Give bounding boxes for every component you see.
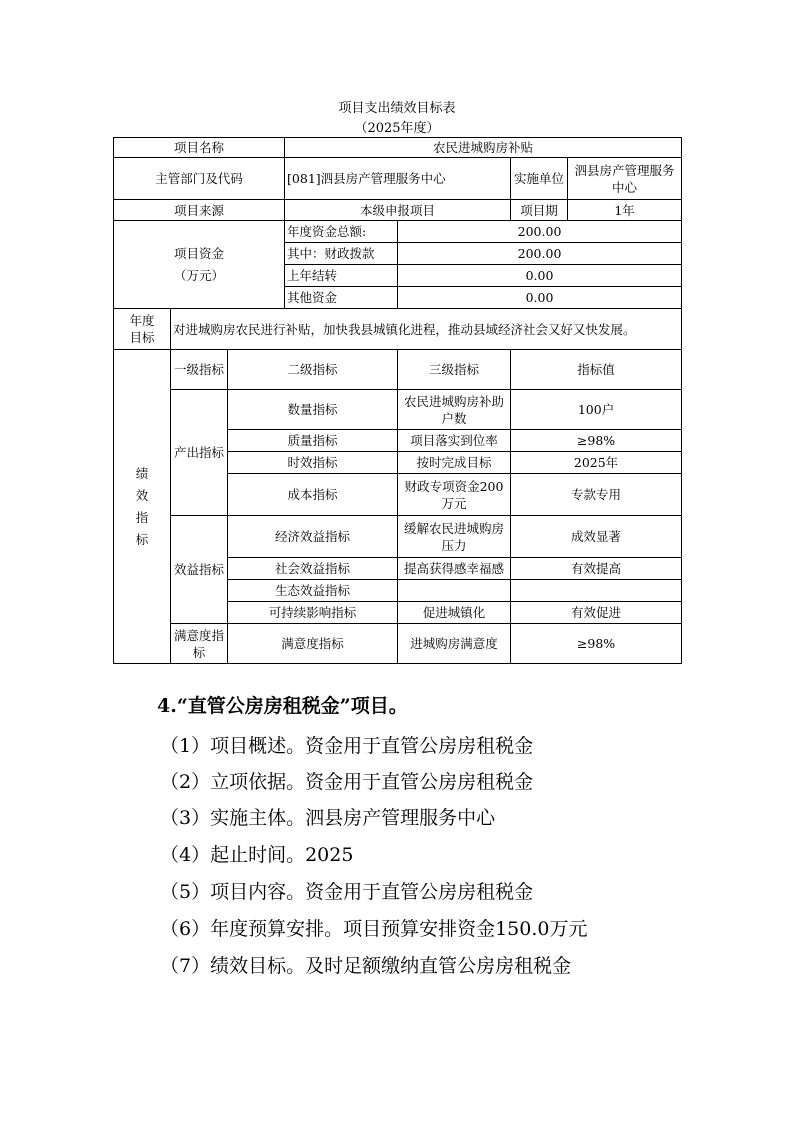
- section-item: （2）立项依据。资金用于直管公房房租税金: [160, 771, 534, 793]
- funds-total-label: 年度资金总额:: [285, 221, 398, 243]
- perf-label-char-3: 指: [135, 509, 149, 525]
- source-label: 项目来源: [114, 200, 285, 221]
- section-item: （7）绩效目标。及时足额缴纳直管公房房租税金: [160, 955, 572, 977]
- table-row-value: ≥98%: [511, 624, 682, 664]
- performance-target-table: [113, 137, 682, 664]
- output-indicator-label: 产出指标: [171, 390, 228, 516]
- header-level1: 一级指标: [171, 350, 228, 390]
- funds-total-value: 200.00: [398, 221, 682, 243]
- table-row-value: 有效提高: [511, 558, 682, 580]
- table-row-l3: 促进城镇化: [398, 602, 511, 624]
- header-level3: 三级指标: [398, 350, 511, 390]
- header-level2: 二级指标: [228, 350, 398, 390]
- table-row-l3: 进城购房满意度: [398, 624, 511, 664]
- section-item: （3）实施主体。泗县房产管理服务中心: [160, 807, 496, 829]
- impl-value: 泗县房产管理服务中心: [568, 158, 682, 200]
- benefit-indicator-label: 效益指标: [171, 516, 228, 624]
- table-row-l2: 社会效益指标: [228, 558, 398, 580]
- header-value: 指标值: [511, 350, 682, 390]
- funds-label: [114, 221, 285, 309]
- funds-carry-value: 0.00: [398, 265, 682, 287]
- table-row-l3: 财政专项资金200万元: [398, 474, 511, 516]
- section-item: （4）起止时间。2025: [160, 844, 354, 866]
- satisfaction-indicator-label: 满意度指标: [171, 624, 228, 664]
- project-name-label: 项目名称: [114, 138, 285, 158]
- table-row-l2: 数量指标: [228, 390, 398, 430]
- table-row-value: 有效促进: [511, 602, 682, 624]
- section-item: （1）项目概述。资金用于直管公房房租税金: [160, 735, 534, 757]
- section-item: （6）年度预算安排。项目预算安排资金150.0万元: [160, 918, 588, 940]
- table-row-value: [511, 580, 682, 602]
- section-heading: 4.“直管公房房租税金”项目。: [157, 695, 408, 717]
- project-name-value: 农民进城购房补贴: [285, 138, 682, 158]
- table-row-l2: 可持续影响指标: [228, 602, 398, 624]
- funds-other-value: 0.00: [398, 287, 682, 309]
- annual-goal-label: [114, 309, 171, 350]
- table-row-l2: 成本指标: [228, 474, 398, 516]
- table-row-value: 专款专用: [511, 474, 682, 516]
- impl-label: 实施单位: [511, 158, 568, 200]
- table-row-value: 100户: [511, 390, 682, 430]
- table-row-l2: 经济效益指标: [228, 516, 398, 558]
- table-title: 项目支出绩效目标表: [338, 101, 456, 116]
- period-label: 项目期: [511, 200, 568, 221]
- source-value: 本级申报项目: [285, 200, 511, 221]
- annual-goal-text: 对进城购房农民进行补贴，加快我县城镇化进程，推动县域经济社会又好又快发展。: [171, 309, 682, 350]
- perf-indicator-label: [114, 350, 171, 664]
- table-row-l2: 时效指标: [228, 452, 398, 474]
- table-row-value: 成效显著: [511, 516, 682, 558]
- table-row-l3: 缓解农民进城购房压力: [398, 516, 511, 558]
- table-row-value: ≥98%: [511, 430, 682, 452]
- table-row-l2: 质量指标: [228, 430, 398, 452]
- perf-label-char-2: 效: [135, 487, 149, 503]
- table-row-l3: 农民进城购房补助户数: [398, 390, 511, 430]
- table-row-l2: 生态效益指标: [228, 580, 398, 602]
- section-item: （5）项目内容。资金用于直管公房房租税金: [160, 881, 534, 903]
- table-subtitle: （2025年度）: [354, 121, 440, 136]
- funds-fiscal-value: 200.00: [398, 243, 682, 265]
- period-value: 1年: [568, 200, 682, 221]
- funds-unit: （万元）: [174, 267, 225, 283]
- dept-label: 主管部门及代码: [114, 158, 285, 200]
- table-row-value: 2025年: [511, 452, 682, 474]
- table-row-l2: 满意度指标: [228, 624, 398, 664]
- table-row-l3: 提高获得感幸福感: [398, 558, 511, 580]
- table-row-l3: 按时完成目标: [398, 452, 511, 474]
- funds-carry-label: 上年结转: [285, 265, 398, 287]
- funds-other-label: 其他资金: [285, 287, 398, 309]
- dept-value: [081]泗县房产管理服务中心: [285, 158, 511, 200]
- table-row-l3: [398, 580, 511, 602]
- funds-label-text: 项目资金: [174, 245, 225, 261]
- annual-goal-label-1: 年度: [129, 313, 155, 328]
- perf-label-char-4: 标: [135, 531, 149, 547]
- table-row-l3: 项目落实到位率: [398, 430, 511, 452]
- annual-goal-label-2: 目标: [129, 330, 155, 345]
- funds-fiscal-label: 其中：财政拨款: [285, 243, 398, 265]
- perf-label-char-1: 绩: [135, 465, 149, 481]
